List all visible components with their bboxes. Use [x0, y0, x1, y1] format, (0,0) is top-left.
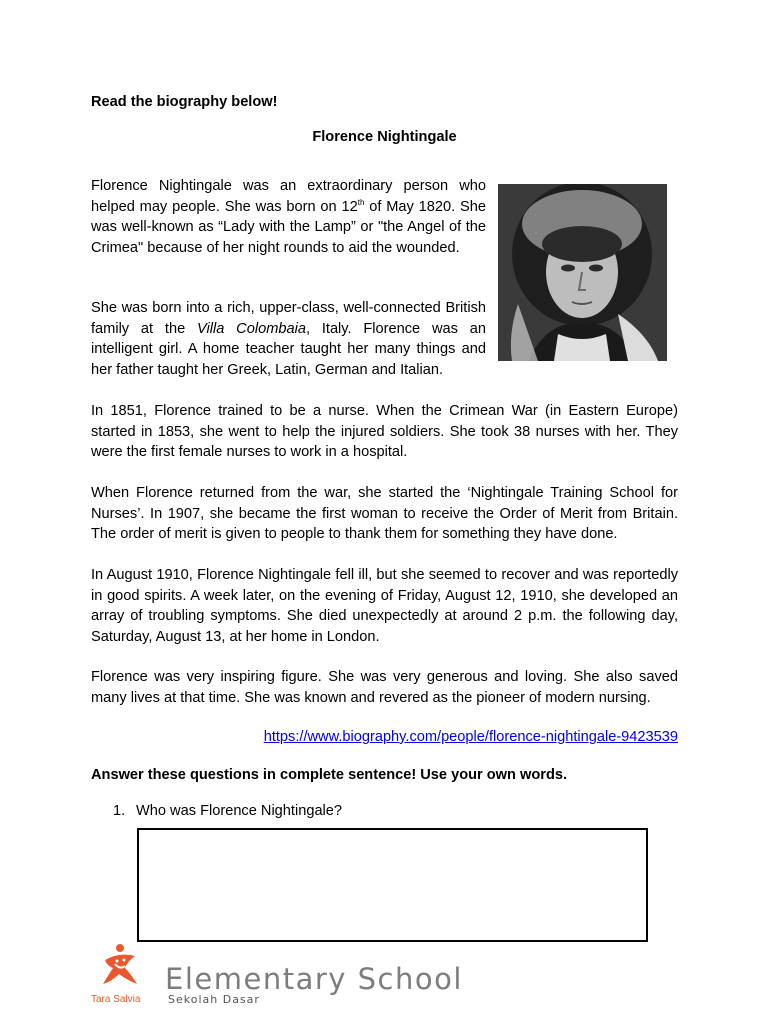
paragraph-birth-text-1: Florence Nightingale was an extraordinary person who helped may people. She was born on 12 — [91, 178, 486, 215]
ordinal-suffix: th — [357, 197, 365, 207]
school-name: Elementary School — [165, 962, 463, 996]
villa-name: Villa Colombaia — [197, 320, 306, 337]
school-subtitle: Sekolah Dasar — [168, 993, 260, 1006]
answer-instructions: Answer these questions in complete sentence! Use your own words. — [91, 767, 568, 783]
instruction-heading: Read the biography below! — [91, 94, 278, 110]
biography-title: Florence Nightingale — [312, 129, 457, 145]
paragraph-school: When Florence returned from the war, she started the ‘Nightingale Training School for Nurses’. In 1907, she became the first woman to receive the Order of Merit from Britain. The order of merit is given to people to thank them for something they have done. — [91, 485, 678, 542]
paragraph-death: In August 1910, Florence Nightingale fell ill, but she seemed to recover and was reportedly in good spirits. A week later, on the evening of Friday, August 12, 1910, she developed an array of troubling symptoms. She died unexpectedly at around 2 p.m. the following day, Saturday, August 13, at her home in London. — [91, 567, 678, 645]
paragraph-birth-text-2: of May 1820. She was well-known as “Lady with the Lamp” or "the Angel of the Crimea" because of her night rounds to aid the wounded. — [91, 198, 487, 256]
logo-caption: Tara Salvia — [91, 994, 141, 1005]
question-text: Who was Florence Nightingale? — [136, 803, 343, 819]
source-link[interactable]: https://www.biography.com/people/florence-nightingale-9423539 — [263, 729, 678, 745]
paragraph-war: In 1851, Florence trained to be a nurse. When the Crimean War (in Eastern Europe) started in 1853, she went to help the injured soldiers. She took 38 nurses with her. They were the first female nurses to work in a hospital. — [91, 403, 678, 460]
answer-box[interactable] — [137, 828, 648, 942]
paragraph-family-text-2: , Italy. Florence was an intelligent girl. A home teacher taught her many things and her father taught her Greek, Latin, German and Italian. — [91, 320, 486, 378]
paragraph-legacy: Florence was very inspiring figure. She was very generous and loving. She also saved many lives at that time. She was known and revered as the pioneer of modern nursing. — [91, 669, 678, 706]
question-number: 1. — [113, 803, 126, 819]
school-logo-icon — [97, 944, 143, 990]
portrait-photo — [498, 184, 667, 361]
paragraph-family — [91, 298, 486, 380]
paragraph-birth — [91, 176, 486, 258]
paragraph-family-text-1: She was born into a rich, upper-class, well-connected British family at the — [91, 300, 486, 337]
